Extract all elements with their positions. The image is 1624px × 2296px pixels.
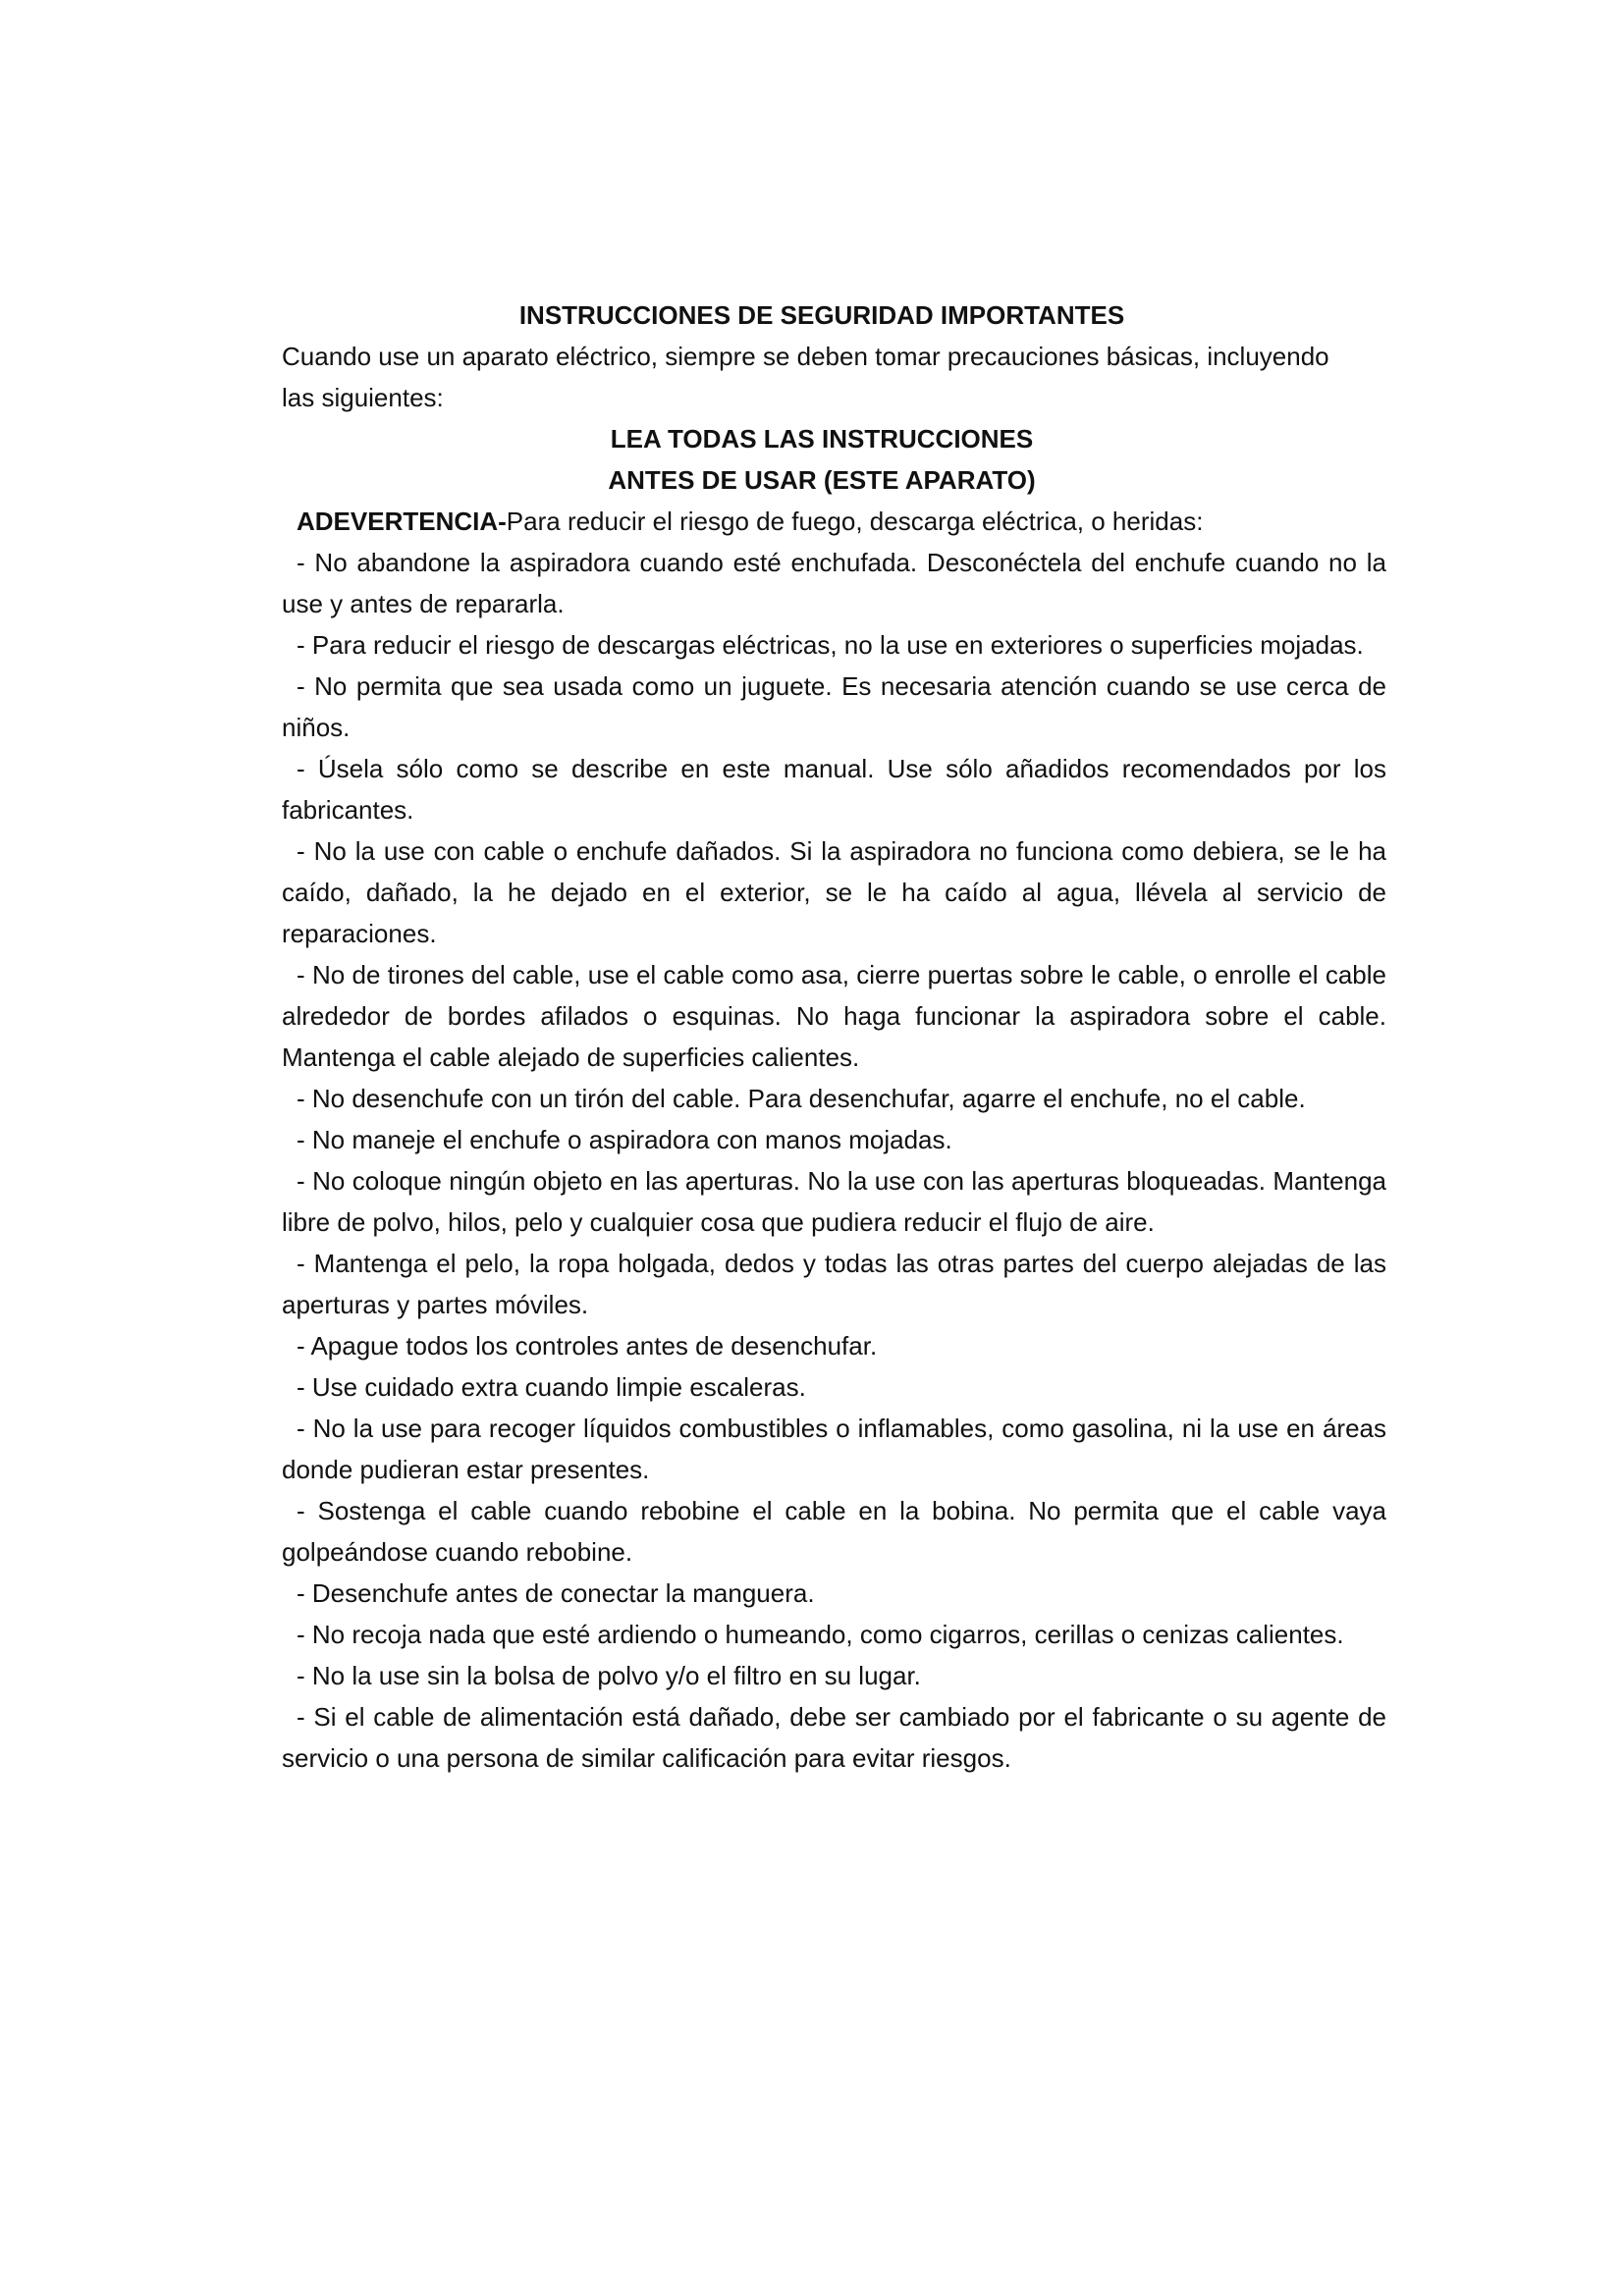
safety-item: - No coloque ningún objeto en las aperturas. No la use con las aperturas bloqueadas. Mantenga libre de polvo, hilos, pelo y cualquier cosa que pudiera reducir el flujo de aire.: [282, 1166, 1386, 1237]
safety-item: - No desenchufe con un tirón del cable. Para desenchufar, agarre el enchufe, no el cable.: [297, 1084, 1306, 1113]
safety-item: - No permita que sea usada como un juguete. Es necesaria atención cuando se use cerca de niños.: [282, 671, 1386, 742]
safety-item: - No la use con cable o enchufe dañados. Si la aspiradora no funciona como debiera, se le ha caído, dañado, la he dejado en el exterior, se le ha caído al agua, llévela al servicio de reparaciones.: [282, 836, 1386, 948]
safety-item: - No maneje el enchufe o aspiradora con manos mojadas.: [297, 1125, 952, 1154]
safety-item: - No la use sin la bolsa de polvo y/o el filtro en su lugar.: [297, 1661, 921, 1690]
safety-item: - Si el cable de alimentación está dañado, debe ser cambiado por el fabricante o su agente de servicio o una persona de similar calificación para evitar riesgos.: [282, 1702, 1386, 1773]
safety-item: - No de tirones del cable, use el cable como asa, cierre puertas sobre le cable, o enrolle el cable alrededor de bordes afilados o esquinas. No haga funcionar la aspiradora sobre el cable. Mantenga el cable alejado de superficies calientes.: [282, 960, 1386, 1072]
document-title: INSTRUCCIONES DE SEGURIDAD IMPORTANTES: [518, 300, 1125, 330]
safety-item: - Para reducir el riesgo de descargas eléctricas, no la use en exteriores o superficies mojadas.: [297, 630, 1364, 660]
subtitle-before-use: ANTES DE USAR (ESTE APARATO): [608, 465, 1036, 495]
subtitle-read-instructions: LEA TODAS LAS INSTRUCCIONES: [610, 424, 1034, 454]
safety-item: - No la use para recoger líquidos combustibles o inflamables, como gasolina, ni la use en áreas donde pudieran estar presentes.: [282, 1414, 1386, 1484]
warning-text: Para reducir el riesgo de fuego, descarga eléctrica, o heridas:: [506, 507, 1204, 536]
safety-item: - No abandone la aspiradora cuando esté enchufada. Desconéctela del enchufe cuando no la use y antes de repararla.: [282, 548, 1386, 618]
warning-paragraph: [282, 501, 1386, 542]
safety-list: [282, 542, 1386, 1779]
warning-label: ADEVERTENCIA-: [297, 507, 507, 536]
safety-item: - Use cuidado extra cuando limpie escaleras.: [297, 1372, 806, 1402]
safety-item: - Mantenga el pelo, la ropa holgada, dedos y todas las otras partes del cuerpo alejadas de las aperturas y partes móviles.: [282, 1249, 1386, 1319]
intro-paragraph: Cuando use un aparato eléctrico, siempre se deben tomar precauciones básicas, incluyendo las siguientes:: [282, 342, 1329, 412]
safety-item: - Desenchufe antes de conectar la manguera.: [297, 1578, 815, 1608]
document-body: [282, 294, 1386, 1779]
safety-item: - Apague todos los controles antes de desenchufar.: [297, 1331, 878, 1361]
safety-item: - Sostenga el cable cuando rebobine el cable en la bobina. No permita que el cable vaya golpeándose cuando rebobine.: [282, 1496, 1386, 1567]
safety-item: - No recoja nada que esté ardiendo o humeando, como cigarros, cerillas o cenizas calientes.: [297, 1620, 1344, 1649]
safety-item: - Úsela sólo como se describe en este manual. Use sólo añadidos recomendados por los fabricantes.: [282, 754, 1386, 825]
